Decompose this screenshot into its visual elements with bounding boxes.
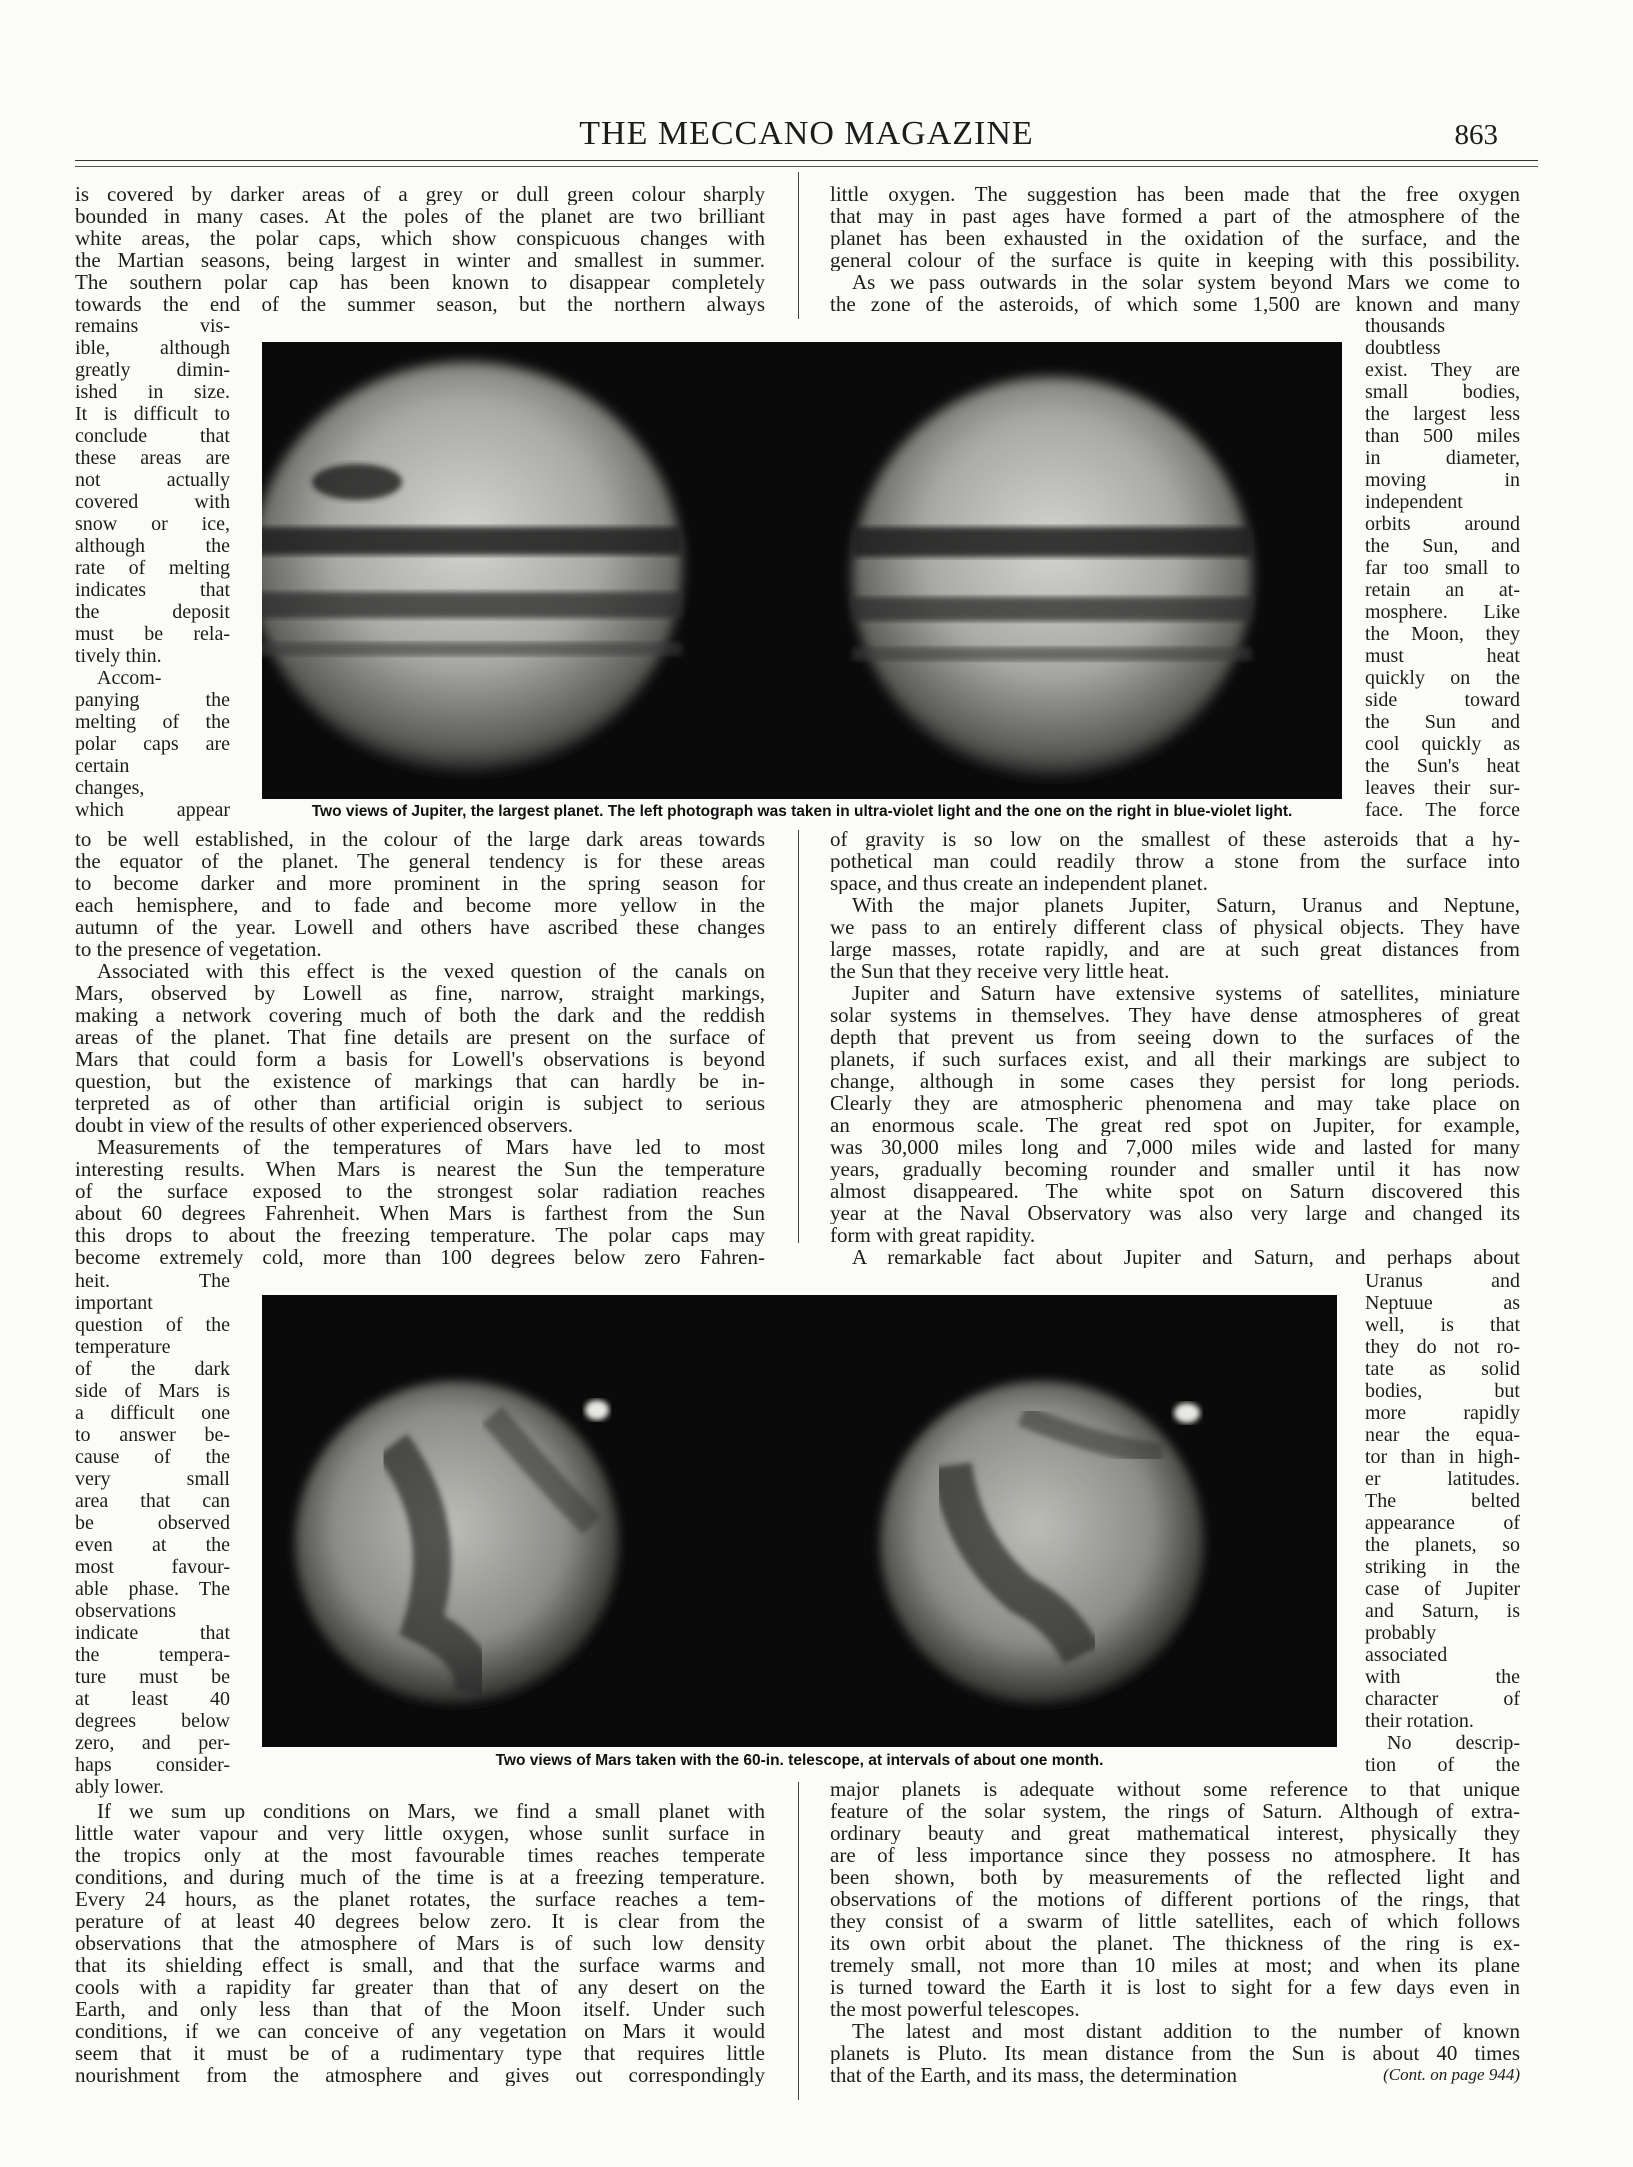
text-line: appearance of (1365, 1512, 1520, 1534)
text-line: It is difficult to (75, 403, 230, 425)
text-line: a difficult one (75, 1402, 230, 1424)
col2-wrap-text-1 (1365, 315, 1520, 821)
text-line: Jupiter and Saturn have extensive systems of satellites, miniature (852, 982, 1520, 1004)
text-line: the Martian seasons, being largest in winter and smallest in summer. (75, 249, 765, 271)
text-line: terpreted as of other than artificial origin is subject to serious (75, 1092, 765, 1114)
text-line: little water vapour and very little oxygen, whose sunlit surface in (75, 1822, 765, 1844)
text-line: space, and thus create an independent planet. (830, 872, 1208, 894)
text-line: Associated with this effect is the vexed question of the canals on (97, 960, 765, 982)
col2-top-text (830, 183, 1520, 315)
text-line: polar caps are (75, 733, 230, 755)
col1-middle-text (75, 828, 765, 1268)
text-line (830, 2064, 1520, 2086)
text-line: well, is that (1365, 1314, 1520, 1336)
text-line: years, gradually becoming rounder and smaller until it has now (830, 1158, 1520, 1180)
continued-note: (Cont. on page 944) (1383, 2065, 1520, 2084)
jupiter-caption: Two views of Jupiter, the largest planet. The left photograph was taken in ultra-violet light and the one on the right in blue-violet light. (311, 803, 1293, 820)
text-line: side of Mars is (75, 1380, 230, 1402)
text-line: areas of the planet. That fine details are present on the surface of (75, 1026, 765, 1048)
text-line: planets is Pluto. Its mean distance from the Sun is about 40 times (830, 2042, 1520, 2064)
text-line: cause of the (75, 1446, 230, 1468)
text-line: Every 24 hours, as the planet rotates, the surface reaches a tem- (75, 1888, 765, 1910)
text-line: mosphere. Like (1365, 601, 1520, 623)
text-line: to be well established, in the colour of the large dark areas towards (75, 828, 765, 850)
text-line: pothetical man could readily throw a stone from the surface into (830, 850, 1520, 872)
text-line: ordinary beauty and great mathematical interest, physically they (830, 1822, 1520, 1844)
text-line: which appear (75, 799, 230, 821)
text-line: is turned toward the Earth it is lost to sight for a few days even in (830, 1976, 1520, 1998)
text-line: striking in the (1365, 1556, 1520, 1578)
text-line: retain an at- (1365, 579, 1520, 601)
text-line: at least 40 (75, 1688, 230, 1710)
text-line: even at the (75, 1534, 230, 1556)
text-line: ture must be (75, 1666, 230, 1688)
text-line: to answer be- (75, 1424, 230, 1446)
text-line: indicates that (75, 579, 230, 601)
text-line: With the major planets Jupiter, Saturn, Uranus and Neptune, (852, 894, 1520, 916)
text-line: far too small to (1365, 557, 1520, 579)
text-line: of the dark (75, 1358, 230, 1380)
text-line: about 60 degrees Fahrenheit. When Mars is farthest from the Sun (75, 1202, 765, 1224)
text-line: solar systems in themselves. They have dense atmospheres of great (830, 1004, 1520, 1026)
text-line: ably lower. (75, 1776, 164, 1798)
text-line: this drops to about the freezing temperature. The polar caps may (75, 1224, 765, 1246)
mars-photo (262, 1295, 1337, 1747)
text-line: conditions, if we can conceive of any vegetation on Mars it would (75, 2020, 765, 2042)
text-line: an enormous scale. The great red spot on Jupiter, for example, (830, 1114, 1520, 1136)
text-line: the largest less (1365, 403, 1520, 425)
text-line: character of (1365, 1688, 1520, 1710)
text-line: indicate that (75, 1622, 230, 1644)
text-line: is covered by darker areas of a grey or dull green colour sharply (75, 183, 765, 205)
text-line: that may in past ages have formed a part of the atmosphere of the (830, 205, 1520, 227)
text-line: quickly on the (1365, 667, 1520, 689)
text-line: bounded in many cases. At the poles of the planet are two brilliant (75, 205, 765, 227)
text-line: in diameter, (1365, 447, 1520, 469)
page-header (75, 115, 1538, 159)
mars-image (262, 1295, 1337, 1747)
text-line: question, but the existence of markings that can hardly be in- (75, 1070, 765, 1092)
text-line: the Sun that they receive very little heat. (830, 960, 1170, 982)
text-line: observations (75, 1600, 177, 1622)
text-line: Neptuue as (1365, 1292, 1520, 1314)
mars-planet-right (880, 1381, 1204, 1705)
text-line: Clearly they are atmospheric phenomena and may take place on (830, 1092, 1520, 1114)
text-line: tate as solid (1365, 1358, 1520, 1380)
column-rule (798, 1782, 799, 2100)
text-line: major planets is adequate without some reference to that unique (830, 1778, 1520, 1800)
text-line: become extremely cold, more than 100 degrees below zero Fahren- (75, 1246, 765, 1268)
jupiter-photo (262, 342, 1342, 799)
text-line: temperature (75, 1336, 171, 1358)
text-line: nourishment from the atmosphere and gives out correspondingly (75, 2064, 765, 2086)
col1-top-text (75, 183, 765, 315)
text-line: not actually (75, 469, 230, 491)
text-line: The belted (1365, 1490, 1520, 1512)
text-line: question of the (75, 1314, 230, 1336)
text-line: The latest and most distant addition to the number of known (852, 2020, 1520, 2042)
text-line: degrees below (75, 1710, 230, 1732)
text-line: feature of the solar system, the rings of Saturn. Although of extra- (830, 1800, 1520, 1822)
text-line: must be rela- (75, 623, 230, 645)
text-line: the Sun and (1365, 711, 1520, 733)
text-line: conclude that (75, 425, 230, 447)
text-line: the deposit (75, 601, 230, 623)
text-line: greatly dimin- (75, 359, 230, 381)
text-line: doubt in view of the results of other experienced observers. (75, 1114, 574, 1136)
text-line: cools with a rapidity far greater than that of any desert on the (75, 1976, 765, 1998)
text-line: the Sun's heat (1365, 755, 1520, 777)
col2-middle-text (830, 828, 1520, 1268)
text-line: almost disappeared. The white spot on Saturn discovered this (830, 1180, 1520, 1202)
text-line: than 500 miles (1365, 425, 1520, 447)
text-line: to the presence of vegetation. (75, 938, 322, 960)
text-line: Earth, and only less than that of the Moon itself. Under such (75, 1998, 765, 2020)
text-line: covered with (75, 491, 230, 513)
text-line: ible, although (75, 337, 230, 359)
text-line: general colour of the surface is quite in keeping with this possibility. (830, 249, 1520, 271)
mars-planet-left (295, 1381, 619, 1705)
text-line: haps consider- (75, 1754, 230, 1776)
text-line: independent (1365, 491, 1463, 513)
text-line: little oxygen. The suggestion has been made that the free oxygen (830, 183, 1520, 205)
text-line: conditions, and during much of the time is at a freezing temperature. (75, 1866, 765, 1888)
text-line: they do not ro- (1365, 1336, 1520, 1358)
text-line: Measurements of the temperatures of Mars have led to most (97, 1136, 765, 1158)
text-line: small bodies, (1365, 381, 1520, 403)
text-line: Mars, observed by Lowell as fine, narrow, straight markings, (75, 982, 765, 1004)
text-line: they consist of a swarm of little satellites, each of which follows (830, 1910, 1520, 1932)
text-line: we pass to an entirely different class of physical objects. They have (830, 916, 1520, 938)
text-line: ished in size. (75, 381, 230, 403)
text-line: tremely small, not more than 10 miles at most; and when its plane (830, 1954, 1520, 1976)
text-line: must heat (1365, 645, 1520, 667)
text-line: er latitudes. (1365, 1468, 1520, 1490)
text-line: large masses, rotate rapidly, and are at such great distances from (830, 938, 1520, 960)
text-line: As we pass outwards in the solar system beyond Mars we come to (852, 271, 1520, 293)
text-line: the tropics only at the most favourable times reaches temperate (75, 1844, 765, 1866)
text-line: able phase. The (75, 1578, 230, 1600)
text-line: moving in (1365, 469, 1520, 491)
text-line: Accom- (97, 667, 162, 689)
col1-bottom-text (75, 1800, 765, 2086)
text-line: the Sun, and (1365, 535, 1520, 557)
mars-caption: Two views of Mars taken with the 60-in. telescope, at intervals of about one month. (495, 1752, 1104, 1769)
text-line: A remarkable fact about Jupiter and Saturn, and perhaps about (852, 1246, 1520, 1268)
text-line: Mars that could form a basis for Lowell's observations is beyond (75, 1048, 765, 1070)
text-line: perature of at least 40 degrees below zero. It is clear from the (75, 1910, 765, 1932)
text-line: although the (75, 535, 230, 557)
text-line: thousands (1365, 315, 1445, 337)
text-line: with the (1365, 1666, 1520, 1688)
col1-wrap-text-2 (75, 1270, 230, 1798)
text-line: tor than in high- (1365, 1446, 1520, 1468)
text-line: Uranus and (1365, 1270, 1520, 1292)
text-line: near the equa- (1365, 1424, 1520, 1446)
text-line: area that can (75, 1490, 230, 1512)
text-line: bodies, but (1365, 1380, 1520, 1402)
text-line: making a network covering much of both the dark and the reddish (75, 1004, 765, 1026)
text-line: the most powerful telescopes. (830, 1998, 1080, 2020)
column-rule (798, 830, 799, 1243)
col1-wrap-text-1 (75, 315, 230, 821)
text-line: its own orbit about the planet. The thickness of the ring is ex- (830, 1932, 1520, 1954)
text-line: the planets, so (1365, 1534, 1520, 1556)
text-line: face. The force (1365, 799, 1520, 821)
text-line: depth that prevent us from seeing down to the surfaces of the (830, 1026, 1520, 1048)
text-line: orbits around (1365, 513, 1520, 535)
text-line: are of less importance since they possess no atmosphere. It has (830, 1844, 1520, 1866)
text-line: each hemisphere, and to fade and become more yellow in the (75, 894, 765, 916)
text-line: towards the end of the summer season, but the northern always (75, 293, 765, 315)
text-line: case of Jupiter (1365, 1578, 1520, 1600)
text-line: form with great rapidity. (830, 1224, 1036, 1246)
text-line: probably (1365, 1622, 1437, 1644)
text-line: of the surface exposed to the strongest solar radiation reaches (75, 1180, 765, 1202)
text-line: interesting results. When Mars is nearest the Sun the temperature (75, 1158, 765, 1180)
text-line: change, although in some cases they persist for long periods. (830, 1070, 1520, 1092)
text-line: of gravity is so low on the smallest of these asteroids that a hy- (830, 828, 1520, 850)
text-line: rate of melting (75, 557, 230, 579)
text-line: very small (75, 1468, 230, 1490)
text-line: autumn of the year. Lowell and others have ascribed these changes (75, 916, 765, 938)
text-line: tion of the (1365, 1754, 1520, 1776)
jupiter-planet-right (852, 377, 1252, 777)
header-rule (75, 160, 1538, 161)
text-line: most favour- (75, 1556, 230, 1578)
text-line: certain (75, 755, 130, 777)
text-line: the zone of the asteroids, of which some 1,500 are known and many (830, 293, 1520, 315)
text-line: The southern polar cap has been known to disappear completely (75, 271, 765, 293)
text-line: planets, if such surfaces exist, and all their markings are subject to (830, 1048, 1520, 1070)
column-rule (798, 172, 799, 319)
text-line-content: that of the Earth, and its mass, the determination (830, 2064, 1238, 2086)
text-line: changes, (75, 777, 145, 799)
text-line: that its shielding effect is small, and that the surface warms and (75, 1954, 765, 1976)
text-line: be observed (75, 1512, 230, 1534)
text-line: remains vis- (75, 315, 230, 337)
col2-bottom-text (830, 1778, 1520, 2086)
text-line: important (75, 1292, 153, 1314)
text-line: exist. They are (1365, 359, 1520, 381)
text-line: If we sum up conditions on Mars, we find a small planet with (97, 1800, 765, 1822)
text-line: observations of the motions of different portions of the rings, that (830, 1888, 1520, 1910)
text-line: was 30,000 miles long and 7,000 miles wide and lasted for many (830, 1136, 1520, 1158)
jupiter-planet-left (262, 362, 682, 772)
text-line: their rotation. (1365, 1710, 1474, 1732)
page-number: 863 (1454, 119, 1498, 151)
text-line: tively thin. (75, 645, 162, 667)
text-line: and Saturn, is (1365, 1600, 1520, 1622)
text-line: zero, and per- (75, 1732, 230, 1754)
text-line: the equator of the planet. The general tendency is for these areas (75, 850, 765, 872)
text-line: associated (1365, 1644, 1448, 1666)
text-line: to become darker and more prominent in the spring season for (75, 872, 765, 894)
text-line: No descrip- (1387, 1732, 1520, 1754)
text-line: the Moon, they (1365, 623, 1520, 645)
magazine-title: THE MECCANO MAGAZINE (579, 115, 1034, 152)
text-line: snow or ice, (75, 513, 230, 535)
text-line: doubtless (1365, 337, 1441, 359)
text-line: these areas are (75, 447, 230, 469)
text-line: year at the Naval Observatory was also very large and changed its (830, 1202, 1520, 1224)
text-line: observations that the atmosphere of Mars is of such low density (75, 1932, 765, 1954)
text-line: heit. The (75, 1270, 230, 1292)
text-line: white areas, the polar caps, which show conspicuous changes with (75, 227, 765, 249)
text-line: side toward (1365, 689, 1520, 711)
text-line: melting of the (75, 711, 230, 733)
text-line: more rapidly (1365, 1402, 1520, 1424)
jupiter-image (262, 342, 1342, 799)
text-line: cool quickly as (1365, 733, 1520, 755)
header-rule (75, 166, 1538, 167)
text-line: seem that it must be of a rudimentary type that requires little (75, 2042, 765, 2064)
text-line: the tempera- (75, 1644, 230, 1666)
text-line: leaves their sur- (1365, 777, 1520, 799)
text-line: panying the (75, 689, 230, 711)
col2-wrap-text-2 (1365, 1270, 1520, 1776)
text-line: been shown, both by measurements of the reflected light and (830, 1866, 1520, 1888)
text-line: planet has been exhausted in the oxidation of the surface, and the (830, 227, 1520, 249)
